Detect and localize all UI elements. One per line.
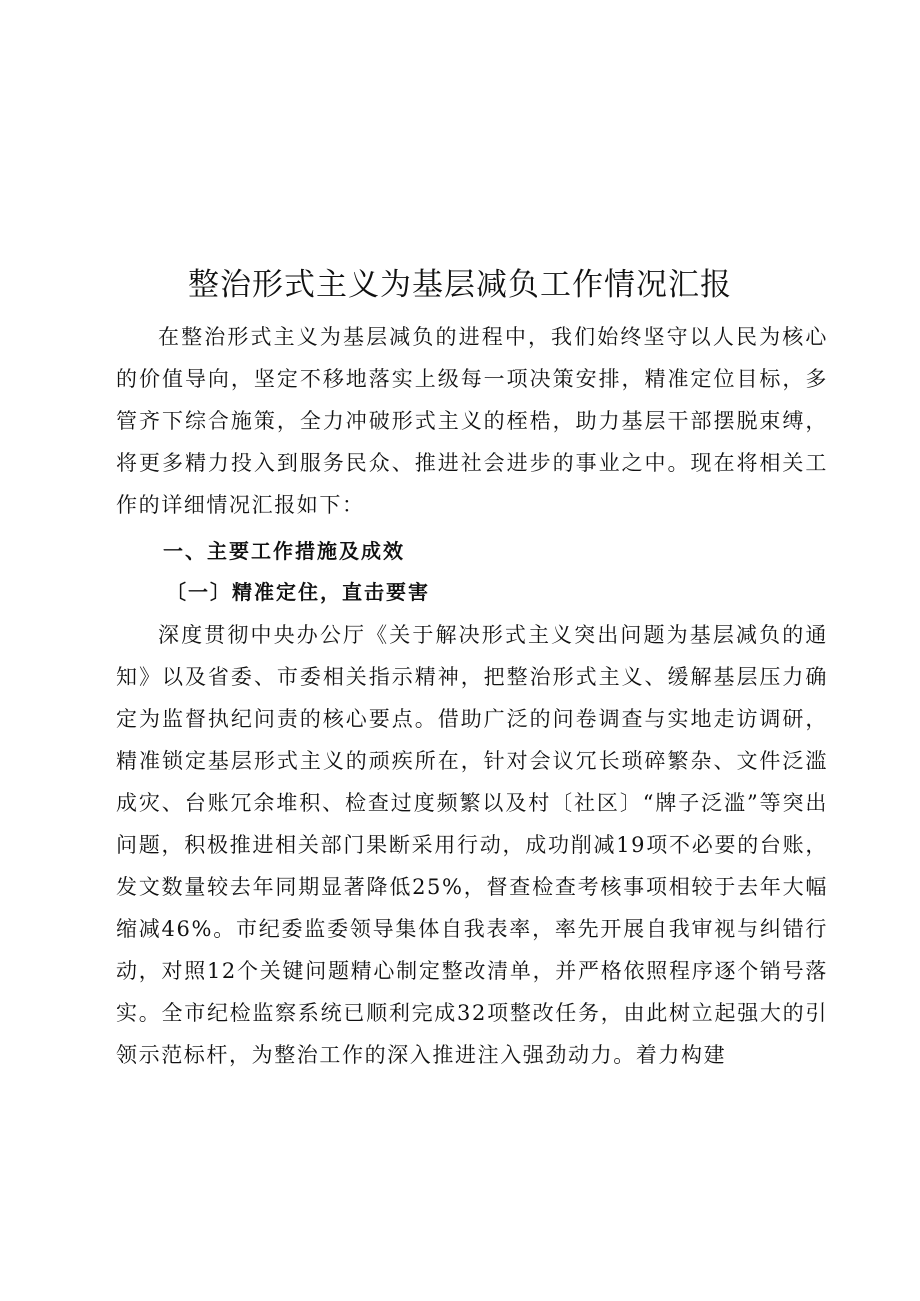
body-paragraph: 深度贯彻中央办公厅《关于解决形式主义突出问题为基层减负的通知》以及省委、市委相关指示精神，把整治形式主义、缓解基层压力确定为监督执纪问责的核心要点。借助广泛的问卷调查与实地走访调研，精准锁定基层形式主义的顽疾所在，针对会议冗长琐碎繁杂、文件泛滥成灾、台账冗余堆积、检查过度频繁以及村〔社区〕“牌子泛滥”等突出问题，积极推进相关部门果断采用行动，成功削减19项不必要的台账，发文数量较去年同期显著降低25%，督查检查考核事项相较于去年大幅缩减46%。市纪委监委领导集体自我表率，率先开展自我审视与纠错行动，对照12个关键问题精心制定整改清单，并严格依照程序逐个销号落实。全市纪检监察系统已顺利完成32项整改任务，由此树立起强大的引领示范标杆，为整治工作的深入推进注入强劲动力。着力构建: [116, 623, 828, 1067]
section-heading: 一、主要工作措施及成效: [163, 539, 405, 563]
subsection-heading: 〔一〕精准定住，直击要害: [166, 580, 430, 604]
intro-paragraph: 在整治形式主义为基层减负的进程中，我们始终坚守以人民为核心的价值导向，坚定不移地落实上级每一项决策安排，精准定位目标，多管齐下综合施策，全力冲破形式主义的桎梏，助力基层干部摆脱束缚，将更多精力投入到服务民众、推进社会进步的事业之中。现在将相关工作的详细情况汇报如下：: [116, 325, 828, 517]
document-title: 整治形式主义为基层减负工作情况汇报: [188, 267, 732, 303]
